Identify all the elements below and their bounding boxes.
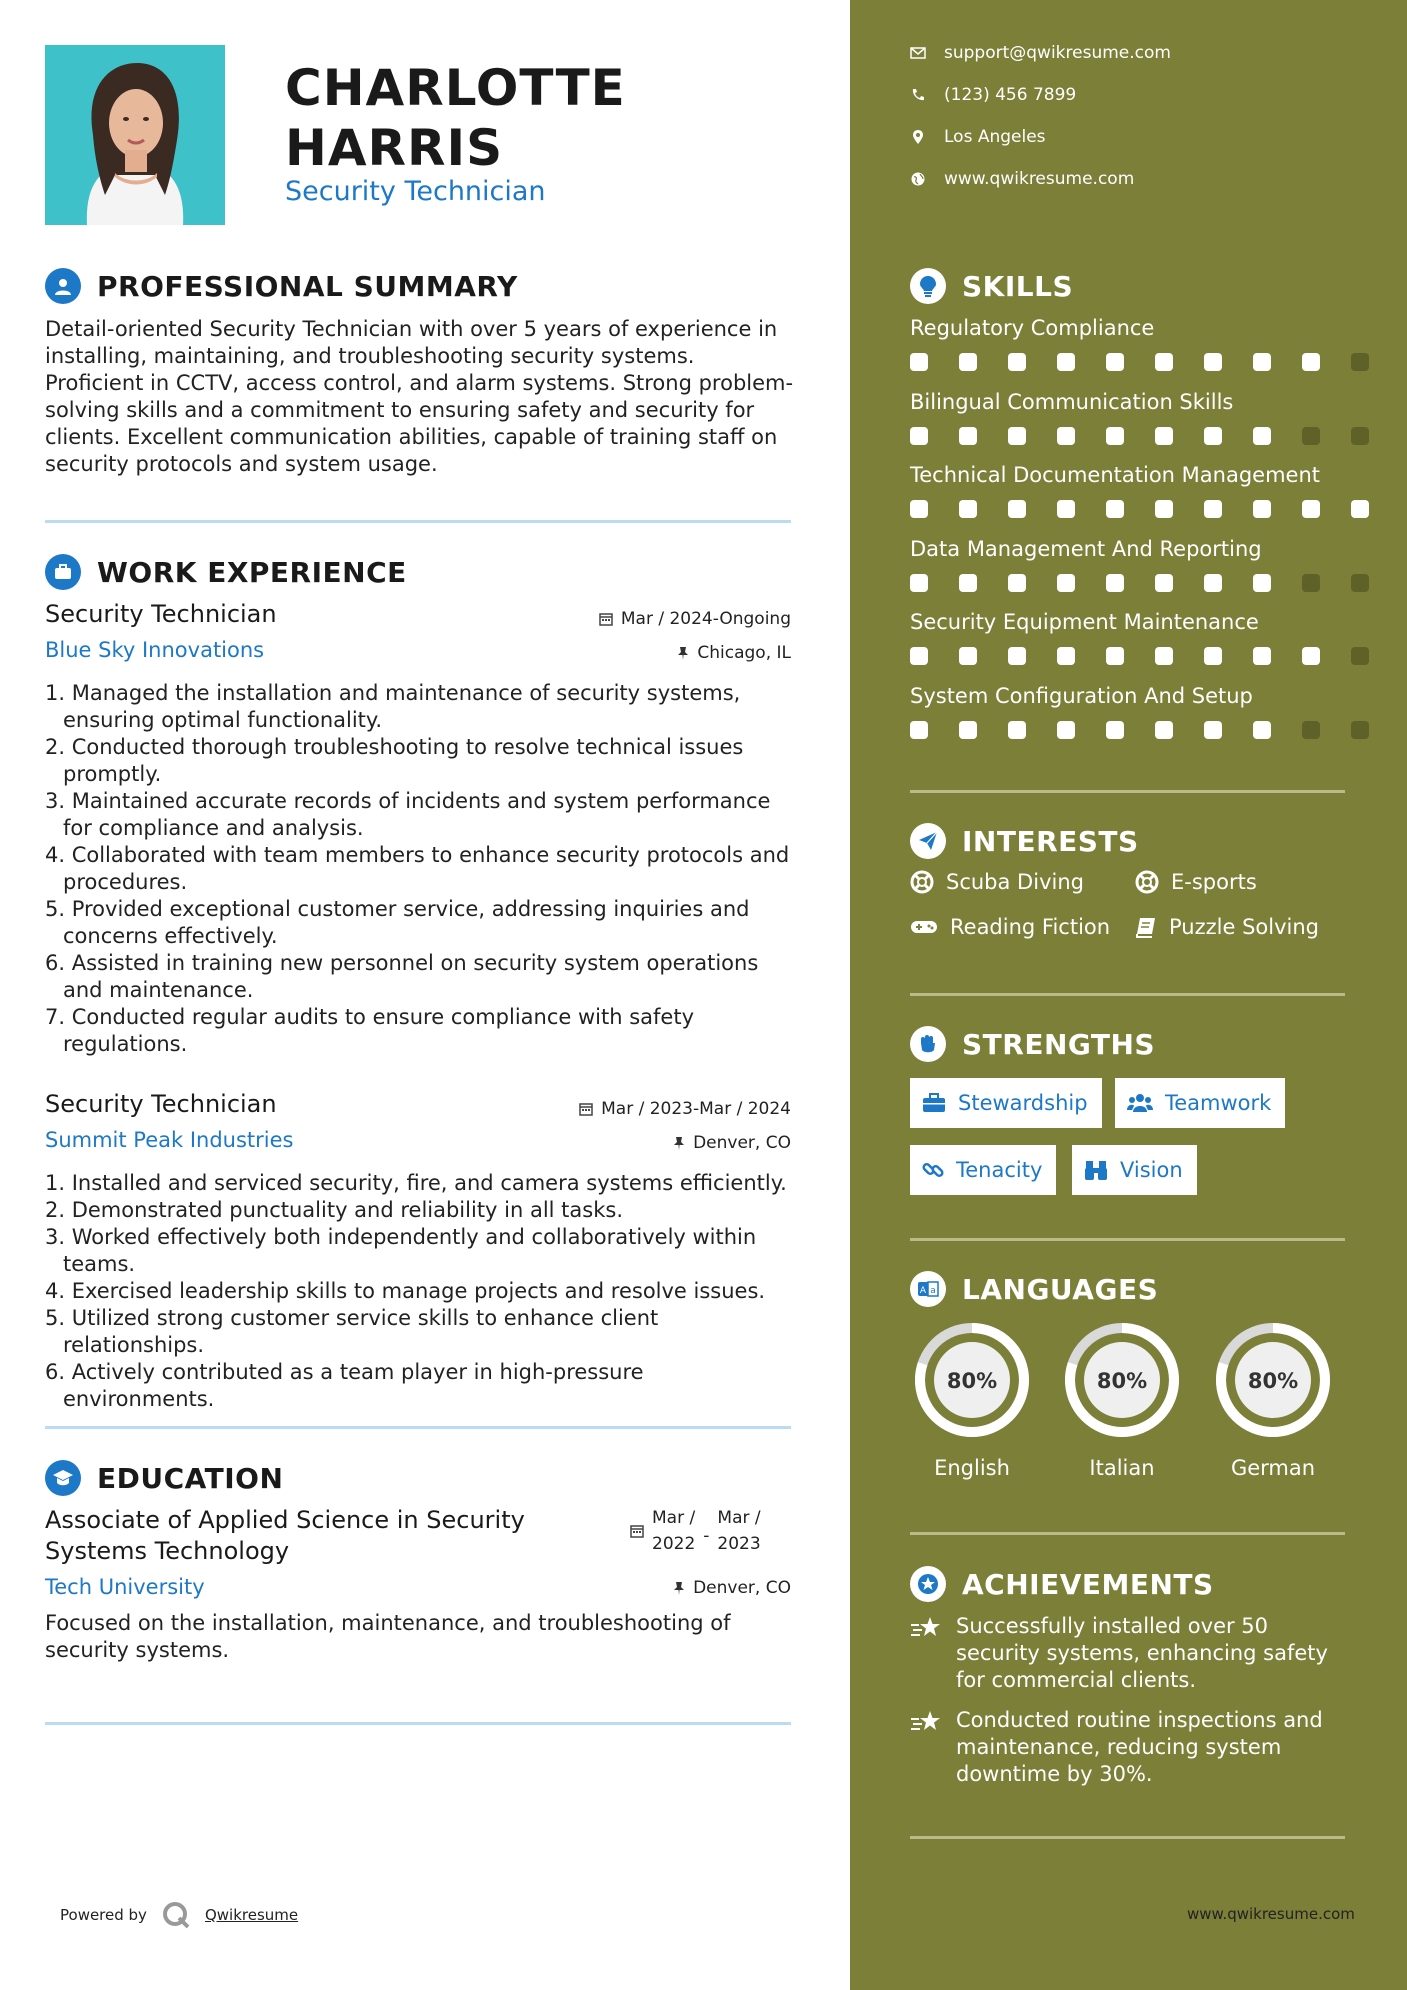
- pin-icon: [673, 1136, 685, 1150]
- summary-title: PROFESSIONAL SUMMARY: [97, 269, 518, 303]
- language-percent: 80%: [1096, 1369, 1148, 1393]
- skill-name: Bilingual Communication Skills: [910, 389, 1234, 414]
- calendar-icon: [599, 612, 613, 626]
- rating-dot: [1253, 427, 1271, 445]
- rating-dot: [910, 574, 928, 592]
- svg-text:a: a: [930, 1286, 936, 1296]
- skills-heading: [910, 268, 1073, 304]
- language-progress-ring: [1060, 1318, 1184, 1442]
- rating-dot: [1155, 647, 1173, 665]
- interests-heading: [910, 823, 1139, 859]
- book-icon: [1135, 916, 1157, 938]
- rating-dot: [1106, 427, 1124, 445]
- interest-item: Scuba Diving: [910, 870, 1084, 894]
- interest-item: Reading Fiction: [910, 915, 1110, 939]
- end-date: Mar / 2023: [717, 1508, 761, 1554]
- rating-dot: [1057, 353, 1075, 371]
- rating-dot: [1155, 427, 1173, 445]
- education-heading: [45, 1460, 283, 1496]
- divider: [910, 790, 1345, 793]
- contact-phone: (123) 456 7899: [910, 85, 1076, 105]
- divider: [45, 1722, 791, 1725]
- rating-dot: [1351, 647, 1369, 665]
- divider: [45, 520, 791, 523]
- translate-icon: [910, 1271, 946, 1307]
- rating-dot: [1106, 353, 1124, 371]
- achievement-item: Successfully installed over 50 security systems, enhancing safety for commercial clients.: [910, 1613, 1350, 1694]
- rating-dot: [1057, 427, 1075, 445]
- users-icon: [1127, 1093, 1153, 1113]
- contact-email: support@qwikresume.com: [910, 43, 1171, 63]
- rating-dot: [1253, 500, 1271, 518]
- skills-title: SKILLS: [962, 269, 1074, 303]
- job-1-title: Security Technician: [45, 600, 277, 628]
- globe-icon: [910, 172, 926, 186]
- pin-icon: [677, 646, 689, 660]
- interests-title: INTERESTS: [962, 824, 1139, 858]
- list-item: 5. Utilized strong customer service skills to enhance client relationships.: [45, 1306, 659, 1357]
- achievements-title: ACHIEVEMENTS: [962, 1567, 1214, 1601]
- strength-badge: Tenacity: [910, 1145, 1056, 1195]
- divider: [910, 1238, 1345, 1241]
- degree-title: Associate of Applied Science in Security Systems Technology: [45, 1506, 525, 1565]
- rating-dot: [1302, 427, 1320, 445]
- rating-dot: [1008, 574, 1026, 592]
- qwikresume-logo-icon: [161, 1900, 191, 1930]
- powered-by: [60, 1900, 298, 1930]
- rating-dot: [1253, 574, 1271, 592]
- rating-dot: [1106, 721, 1124, 739]
- education-title: EDUCATION: [97, 1461, 284, 1495]
- rating-dot: [959, 353, 977, 371]
- strengths-title: STRENGTHS: [962, 1027, 1156, 1061]
- achievements-heading: [910, 1566, 1214, 1602]
- location-text: Chicago, IL: [697, 643, 791, 663]
- list-item: 7. Conducted regular audits to ensure compliance with safety regulations.: [45, 1005, 695, 1056]
- start-date: Mar / 2022: [652, 1508, 696, 1554]
- summary-text: Detail-oriented Security Technician with over 5 years of experience in installing, maintaining, and troubleshooting security systems. Proficient in CCTV, access control, and alarm systems. Strong problem-solving skills and a commitment to ensuring safety and security for clients. Excellent communication abilities, capable of training staff on security protocols and system usage.: [45, 317, 794, 476]
- job-2-location: [673, 1133, 791, 1153]
- rating-dot: [1351, 574, 1369, 592]
- lightbulb-icon: [910, 268, 946, 304]
- skill-rating: [910, 647, 1369, 665]
- brand-link[interactable]: Qwikresume: [204, 1906, 299, 1924]
- list-item: 6. Assisted in training new personnel on security system operations and maintenance.: [45, 951, 759, 1002]
- list-item: 1. Managed the installation and maintenance of security systems, ensuring optimal functionality.: [45, 681, 741, 732]
- lifebuoy-icon: [910, 870, 934, 894]
- rating-dot: [959, 574, 977, 592]
- list-item: 4. Exercised leadership skills to manage projects and resolve issues.: [45, 1279, 766, 1303]
- list-item: 2. Conducted thorough troubleshooting to resolve technical issues promptly.: [45, 735, 744, 786]
- graduation-cap-icon: [45, 1460, 81, 1496]
- list-item: 3. Maintained accurate records of incidents and system performance for compliance and analysis.: [45, 789, 771, 840]
- divider: [45, 1426, 791, 1429]
- rating-dot: [1302, 574, 1320, 592]
- contact-location: Los Angeles: [910, 127, 1046, 147]
- rating-dot: [1204, 647, 1222, 665]
- education-description: Focused on the installation, maintenance, and troubleshooting of security systems.: [45, 1611, 731, 1662]
- school-name: Tech University: [45, 1575, 205, 1599]
- rating-dot: [1057, 500, 1075, 518]
- shooting-star-icon: [910, 1707, 944, 1788]
- profile-photo: [45, 45, 225, 225]
- rating-dot: [1253, 721, 1271, 739]
- list-item: 1. Installed and serviced security, fire, and camera systems efficiently.: [45, 1171, 787, 1195]
- name-line-2: HARRIS: [285, 119, 504, 177]
- skill-rating: [910, 500, 1369, 518]
- strength-badge: Teamwork: [1115, 1078, 1285, 1128]
- job-1-duties: [45, 680, 795, 1058]
- rating-dot: [1351, 427, 1369, 445]
- job-2-company: Summit Peak Industries: [45, 1128, 294, 1152]
- briefcase-icon: [45, 554, 81, 590]
- date-text: Mar / 2024-Ongoing: [620, 609, 791, 629]
- rating-dot: [1204, 427, 1222, 445]
- rating-dot: [1302, 647, 1320, 665]
- rating-dot: [1204, 574, 1222, 592]
- phone-icon: [910, 88, 926, 102]
- list-item: 5. Provided exceptional customer service, addressing inquiries and concerns effectively.: [45, 897, 750, 948]
- divider: [910, 1532, 1345, 1535]
- rating-dot: [1204, 721, 1222, 739]
- rating-dot: [1106, 647, 1124, 665]
- rating-dot: [1155, 500, 1173, 518]
- work-title: WORK EXPERIENCE: [97, 555, 407, 589]
- job-2-date: [579, 1099, 791, 1119]
- rating-dot: [959, 427, 977, 445]
- skill-rating: [910, 427, 1369, 445]
- language-progress-ring: [1211, 1318, 1335, 1442]
- summary-heading: [45, 268, 518, 304]
- job-2-title: Security Technician: [45, 1090, 277, 1118]
- lifebuoy-icon: [1135, 870, 1159, 894]
- divider: [910, 1836, 1345, 1839]
- date-text: Mar / 2023-Mar / 2024: [601, 1099, 791, 1119]
- rating-dot: [1057, 647, 1075, 665]
- rating-dot: [910, 647, 928, 665]
- date-separator: -: [703, 1526, 710, 1546]
- paper-plane-icon: [910, 823, 946, 859]
- achievement-item: Conducted routine inspections and maintenance, reducing system downtime by 30%.: [910, 1707, 1350, 1788]
- rating-dot: [959, 500, 977, 518]
- language-name: Italian: [1089, 1456, 1155, 1480]
- job-2-duties: [45, 1170, 795, 1413]
- rating-dot: [910, 721, 928, 739]
- rating-dot: [1008, 721, 1026, 739]
- divider: [910, 993, 1345, 996]
- location-text: Denver, CO: [693, 1133, 791, 1153]
- rating-dot: [1351, 721, 1369, 739]
- link-icon: [922, 1159, 944, 1181]
- skill-name: System Configuration And Setup: [910, 683, 1253, 708]
- language-percent: 80%: [1247, 1369, 1299, 1393]
- portrait-image: [45, 45, 225, 225]
- languages-title: LANGUAGES: [962, 1272, 1159, 1306]
- rating-dot: [1008, 427, 1026, 445]
- skill-name: Technical Documentation Management: [910, 463, 1321, 487]
- skill-name: Security Equipment Maintenance: [910, 610, 1259, 634]
- education-date: [630, 1505, 761, 1557]
- footer-website[interactable]: www.qwikresume.com: [1187, 1905, 1355, 1923]
- list-item: 3. Worked effectively both independently and collaboratively within teams.: [45, 1225, 757, 1276]
- rating-dot: [1351, 500, 1369, 518]
- work-heading: [45, 554, 407, 590]
- language-progress-ring: [910, 1318, 1034, 1442]
- rating-dot: [1302, 721, 1320, 739]
- language-percent: 80%: [946, 1369, 998, 1393]
- user-icon: [45, 268, 81, 304]
- rating-dot: [1302, 353, 1320, 371]
- interest-item: Puzzle Solving: [1135, 915, 1319, 939]
- rating-dot: [1008, 500, 1026, 518]
- language-item: [910, 1318, 1034, 1480]
- list-item: 6. Actively contributed as a team player in high-pressure environments.: [45, 1360, 644, 1411]
- rating-dot: [1008, 647, 1026, 665]
- strength-badge: Stewardship: [910, 1078, 1102, 1128]
- rating-dot: [1155, 721, 1173, 739]
- strength-badge: Vision: [1072, 1145, 1197, 1195]
- job-1-location: [677, 643, 791, 663]
- sidebar: [850, 0, 1407, 1990]
- envelope-icon: [910, 47, 926, 59]
- rating-dot: [1351, 353, 1369, 371]
- name-line-1: CHARLOTTE: [285, 59, 626, 117]
- powered-by-label: Powered by: [60, 1906, 147, 1924]
- language-item: [1211, 1318, 1335, 1480]
- briefcase-icon: [922, 1093, 946, 1113]
- list-item: 2. Demonstrated punctuality and reliability in all tasks.: [45, 1198, 624, 1222]
- gamepad-icon: [910, 918, 938, 936]
- rating-dot: [1106, 500, 1124, 518]
- rating-dot: [1106, 574, 1124, 592]
- rating-dot: [1253, 647, 1271, 665]
- rating-dot: [1057, 721, 1075, 739]
- job-1-company: Blue Sky Innovations: [45, 638, 265, 662]
- pin-icon: [673, 1581, 685, 1595]
- rating-dot: [910, 353, 928, 371]
- contact-website: www.qwikresume.com: [910, 169, 1134, 189]
- star-badge-icon: [910, 1566, 946, 1602]
- rating-dot: [1302, 500, 1320, 518]
- skill-rating: [910, 721, 1369, 739]
- rating-dot: [959, 721, 977, 739]
- fist-icon: [910, 1026, 946, 1062]
- skill-rating: [910, 353, 1369, 371]
- rating-dot: [1155, 353, 1173, 371]
- list-item: 4. Collaborated with team members to enhance security protocols and procedures.: [45, 843, 790, 894]
- job-title-header: Security Technician: [285, 176, 546, 207]
- rating-dot: [910, 427, 928, 445]
- map-pin-icon: [910, 130, 926, 144]
- binoculars-icon: [1084, 1159, 1108, 1181]
- rating-dot: [1057, 574, 1075, 592]
- rating-dot: [1253, 353, 1271, 371]
- language-name: English: [934, 1456, 1010, 1480]
- location-text: Denver, CO: [693, 1578, 791, 1598]
- rating-dot: [1155, 574, 1173, 592]
- shooting-star-icon: [910, 1613, 944, 1694]
- language-item: [1060, 1318, 1184, 1480]
- job-1-date: [599, 609, 791, 629]
- interest-item: E-sports: [1135, 870, 1257, 894]
- skill-name: Data Management And Reporting: [910, 536, 1262, 561]
- language-name: German: [1230, 1456, 1316, 1480]
- rating-dot: [959, 647, 977, 665]
- candidate-name: [285, 58, 626, 178]
- rating-dot: [1204, 500, 1222, 518]
- skill-rating: [910, 574, 1369, 592]
- rating-dot: [910, 500, 928, 518]
- education-location: [673, 1578, 791, 1598]
- rating-dot: [1008, 353, 1026, 371]
- calendar-icon: [579, 1102, 593, 1116]
- languages-heading: [910, 1271, 1158, 1307]
- rating-dot: [1204, 353, 1222, 371]
- calendar-icon: [630, 1524, 644, 1538]
- svg-text:A: A: [919, 1286, 927, 1296]
- skill-name: Regulatory Compliance: [910, 316, 1155, 340]
- strengths-heading: [910, 1026, 1155, 1062]
